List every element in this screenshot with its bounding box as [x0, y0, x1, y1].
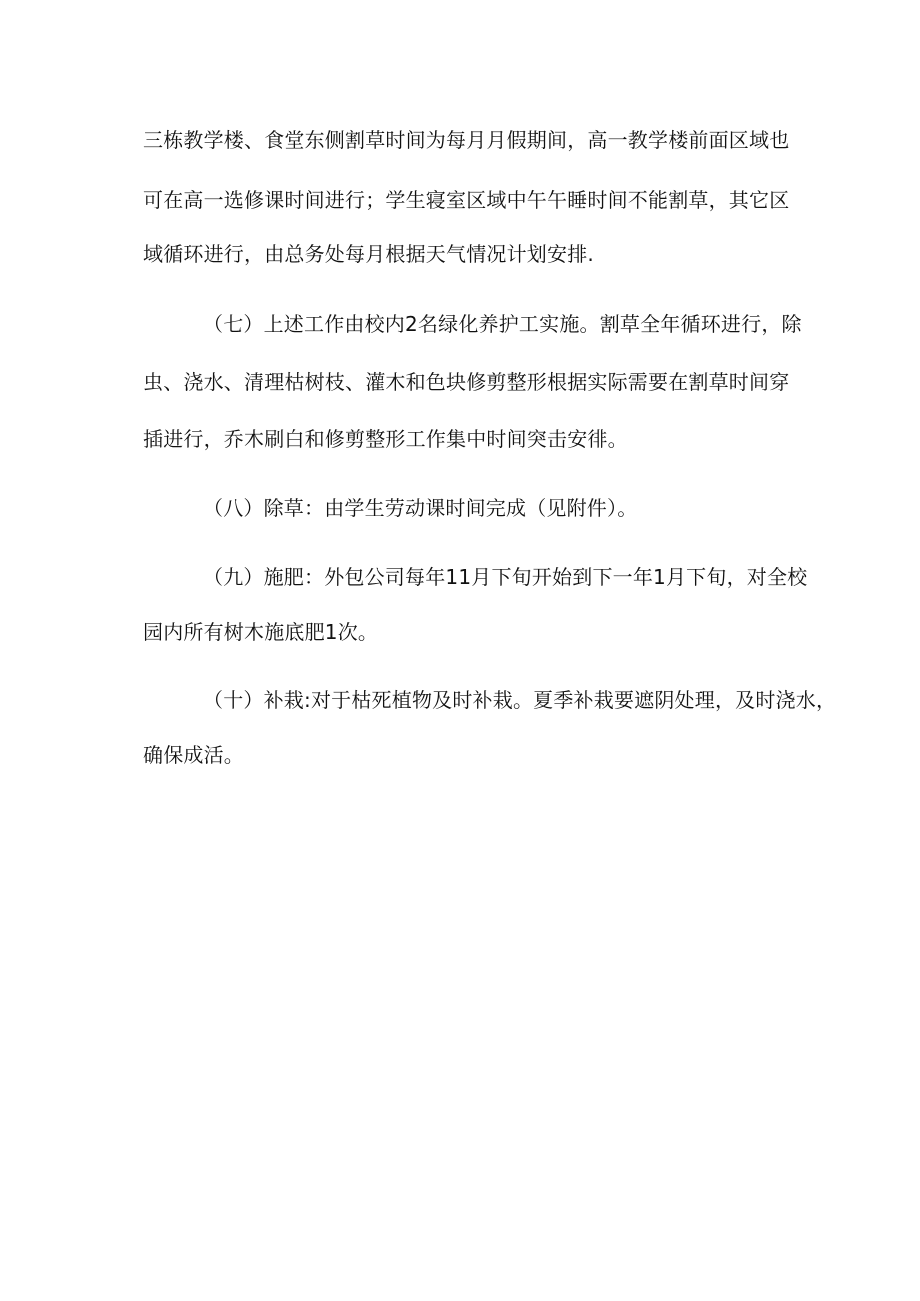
paragraph-line: （七）上述工作由校内2名绿化养护工实施。割草全年循环进行，除 — [203, 312, 802, 336]
paragraph-line: 插进行，乔木刷白和修剪整形工作集中时间突击安徘。 — [143, 427, 628, 451]
paragraph-line: 园内所有树木施底肥1次。 — [143, 620, 379, 644]
paragraph-line: （八）除草：由学生劳动课时间完成（见附件）。 — [203, 496, 638, 520]
paragraph-line: 三栋教学楼、食堂东侧割草时间为每月月假期间，高一教学楼前面区域也 — [143, 128, 790, 152]
paragraph-line: （九）施肥：外包公司每年11月下旬开始到下一年1月下旬，对全校 — [203, 565, 808, 589]
paragraph-line: 域循环进行，由总务处每月根据天气情况计划安排. — [143, 242, 594, 266]
paragraph-line: 确保成活。 — [143, 743, 244, 767]
paragraph-line: 虫、浇水、清理枯树枝、灌木和色块修剪整形根据实际需要在割草时间穿 — [143, 370, 790, 394]
paragraph-line: （十）补栽:对于枯死植物及时补栽。夏季补栽要遮阴处理，及时浇水， — [203, 688, 837, 712]
paragraph-line: 可在高一选修课时间进行；学生寝室区域中午午睡时间不能割草，其它区 — [143, 188, 790, 212]
